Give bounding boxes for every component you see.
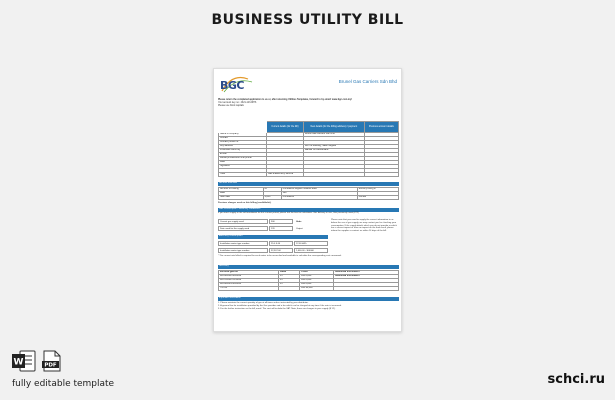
section-bar-important: Important information	[218, 297, 399, 301]
elec-box-value[interactable]: 25.0 5.00	[269, 241, 293, 246]
gas-box-unit: Output	[294, 226, 328, 231]
site-label[interactable]: schci.ru	[547, 372, 605, 387]
table-row: Contact phone no.	[219, 141, 399, 145]
gas-box-value[interactable]: 300	[269, 219, 293, 224]
table-row: Name of company Brunel Gas Carriers Sdn Bhd	[219, 133, 399, 137]
table-row: Account no./billing ID Unmetered supplier network area Monthly billing in	[219, 188, 399, 192]
table-row: Total Gas & Electricity Service	[219, 173, 399, 177]
elec-box-value[interactable]: 32,307.00	[269, 248, 293, 253]
gas-side-note: Please note that you need to supply the correct information to us before the use of gas supply, we may contact you for checking your consumption. If the supply details which you do not provide or which has a correct impact or have an impact on the final result, please inform the supplier or contact us within 14 days of the bill.	[331, 219, 397, 232]
elec-box-unit[interactable]: 12.00 kWh	[294, 241, 328, 246]
table-row: Date	[219, 161, 399, 165]
table-row: Key address 12th St Building, Jalan Negara	[219, 145, 399, 149]
table-row: Invoiced gas bill Value Costs Additional information	[219, 271, 399, 275]
pdf-icon-label: PDF	[44, 362, 57, 369]
company-logo: BGC	[220, 79, 244, 92]
intro-line: Please return the completed application to us or, after returning Utilities Templates, forward to by email: www.bgc.com.my/	[218, 99, 352, 101]
table-row: Mobile phone/Direct line phone	[219, 157, 399, 161]
page-title: BUSINESS UTILITY BILL	[211, 12, 404, 28]
gas-box-label: Current gas supply used	[218, 219, 268, 224]
company-name: Brunel Gas Carriers Sdn Bhd	[338, 79, 397, 84]
gas-note: If you reach supply in the self-enrollment for this current period, please tick the box for calculation: Gas delivery in use, Gas previously used (ZZZ)	[218, 212, 359, 214]
editable-template-label: fully editable template	[12, 379, 115, 389]
important-line: 3. For the further instruction on the bill, email. The cost will include the VAT. Note, there are charges to your supply ($ 12).	[218, 308, 336, 310]
table-row: 01/01/2022-30/06/22 15 RM 6,000 Additional information	[219, 275, 399, 279]
section-bar-summary: Summary	[218, 265, 399, 269]
pdf-document-icon	[42, 350, 62, 372]
elec-box-unit[interactable]: 1,000.00 - 300000	[294, 248, 328, 253]
section-bar-account: Account overview	[218, 182, 399, 186]
table-row: 01/07/2022-31/12/22 15 RM 6,000	[219, 279, 399, 283]
table-header: New details (for the billing address) / payment	[303, 122, 364, 133]
utility-bill-document	[213, 68, 402, 332]
table-row: Contact	[219, 137, 399, 141]
important-line: 1. Please maintain the correct quantity of gas at all times unless instructed by your distributor.	[218, 302, 309, 304]
account-note: Previous charges used on this billing (credit/debit).	[218, 202, 272, 204]
customer-details-table	[218, 121, 399, 177]
table-header: Section details	[219, 122, 267, 133]
table-row: Start date 4,000 Unmetered Annual	[219, 196, 399, 200]
table-header: Previous account details	[364, 122, 398, 133]
intro-line: Please use block capitals	[218, 105, 244, 107]
section-bar-electricity: Electricity consumption	[218, 235, 328, 239]
important-line: 2. A general fee for installation provided by the Gas provider and a fee which can be charged at any time if the rate is increased.	[218, 305, 342, 307]
intro-line: Your account key no.: 4321-123-9876	[218, 102, 257, 104]
intro-text	[218, 99, 398, 108]
gas-box-label: Date used for the supply used	[218, 226, 268, 231]
word-icon-letter: W	[13, 357, 24, 368]
table-row: E-mail	[219, 153, 399, 157]
table-header: Current details (for the bill)	[267, 122, 304, 133]
table-row: Signature	[219, 165, 399, 169]
gas-box-value[interactable]: 120	[269, 226, 293, 231]
word-document-icon	[12, 350, 36, 372]
summary-table	[218, 270, 399, 291]
account-table	[218, 187, 399, 200]
section-bar-gas: Gas consumption / electricity breakdown	[218, 208, 399, 212]
elec-box-label: Installation meter type number	[218, 241, 268, 246]
table-row: 01/01/2023-30/06/23 15 RM 6,000	[219, 283, 399, 287]
elec-box-label: Installation meter type number	[218, 248, 268, 253]
table-row: TOTAL RM 18,000	[219, 287, 399, 291]
electricity-note: * The current rate billed is required for each meter to be reconciled and available to calculate the corresponding cost consumed.	[218, 255, 342, 257]
gas-box-unit: Units	[294, 219, 328, 224]
table-row: Rate 12K	[219, 192, 399, 196]
table-row: Postcode/Town/City Bandar Sri Damansara	[219, 149, 399, 153]
file-format-icons	[12, 350, 68, 372]
